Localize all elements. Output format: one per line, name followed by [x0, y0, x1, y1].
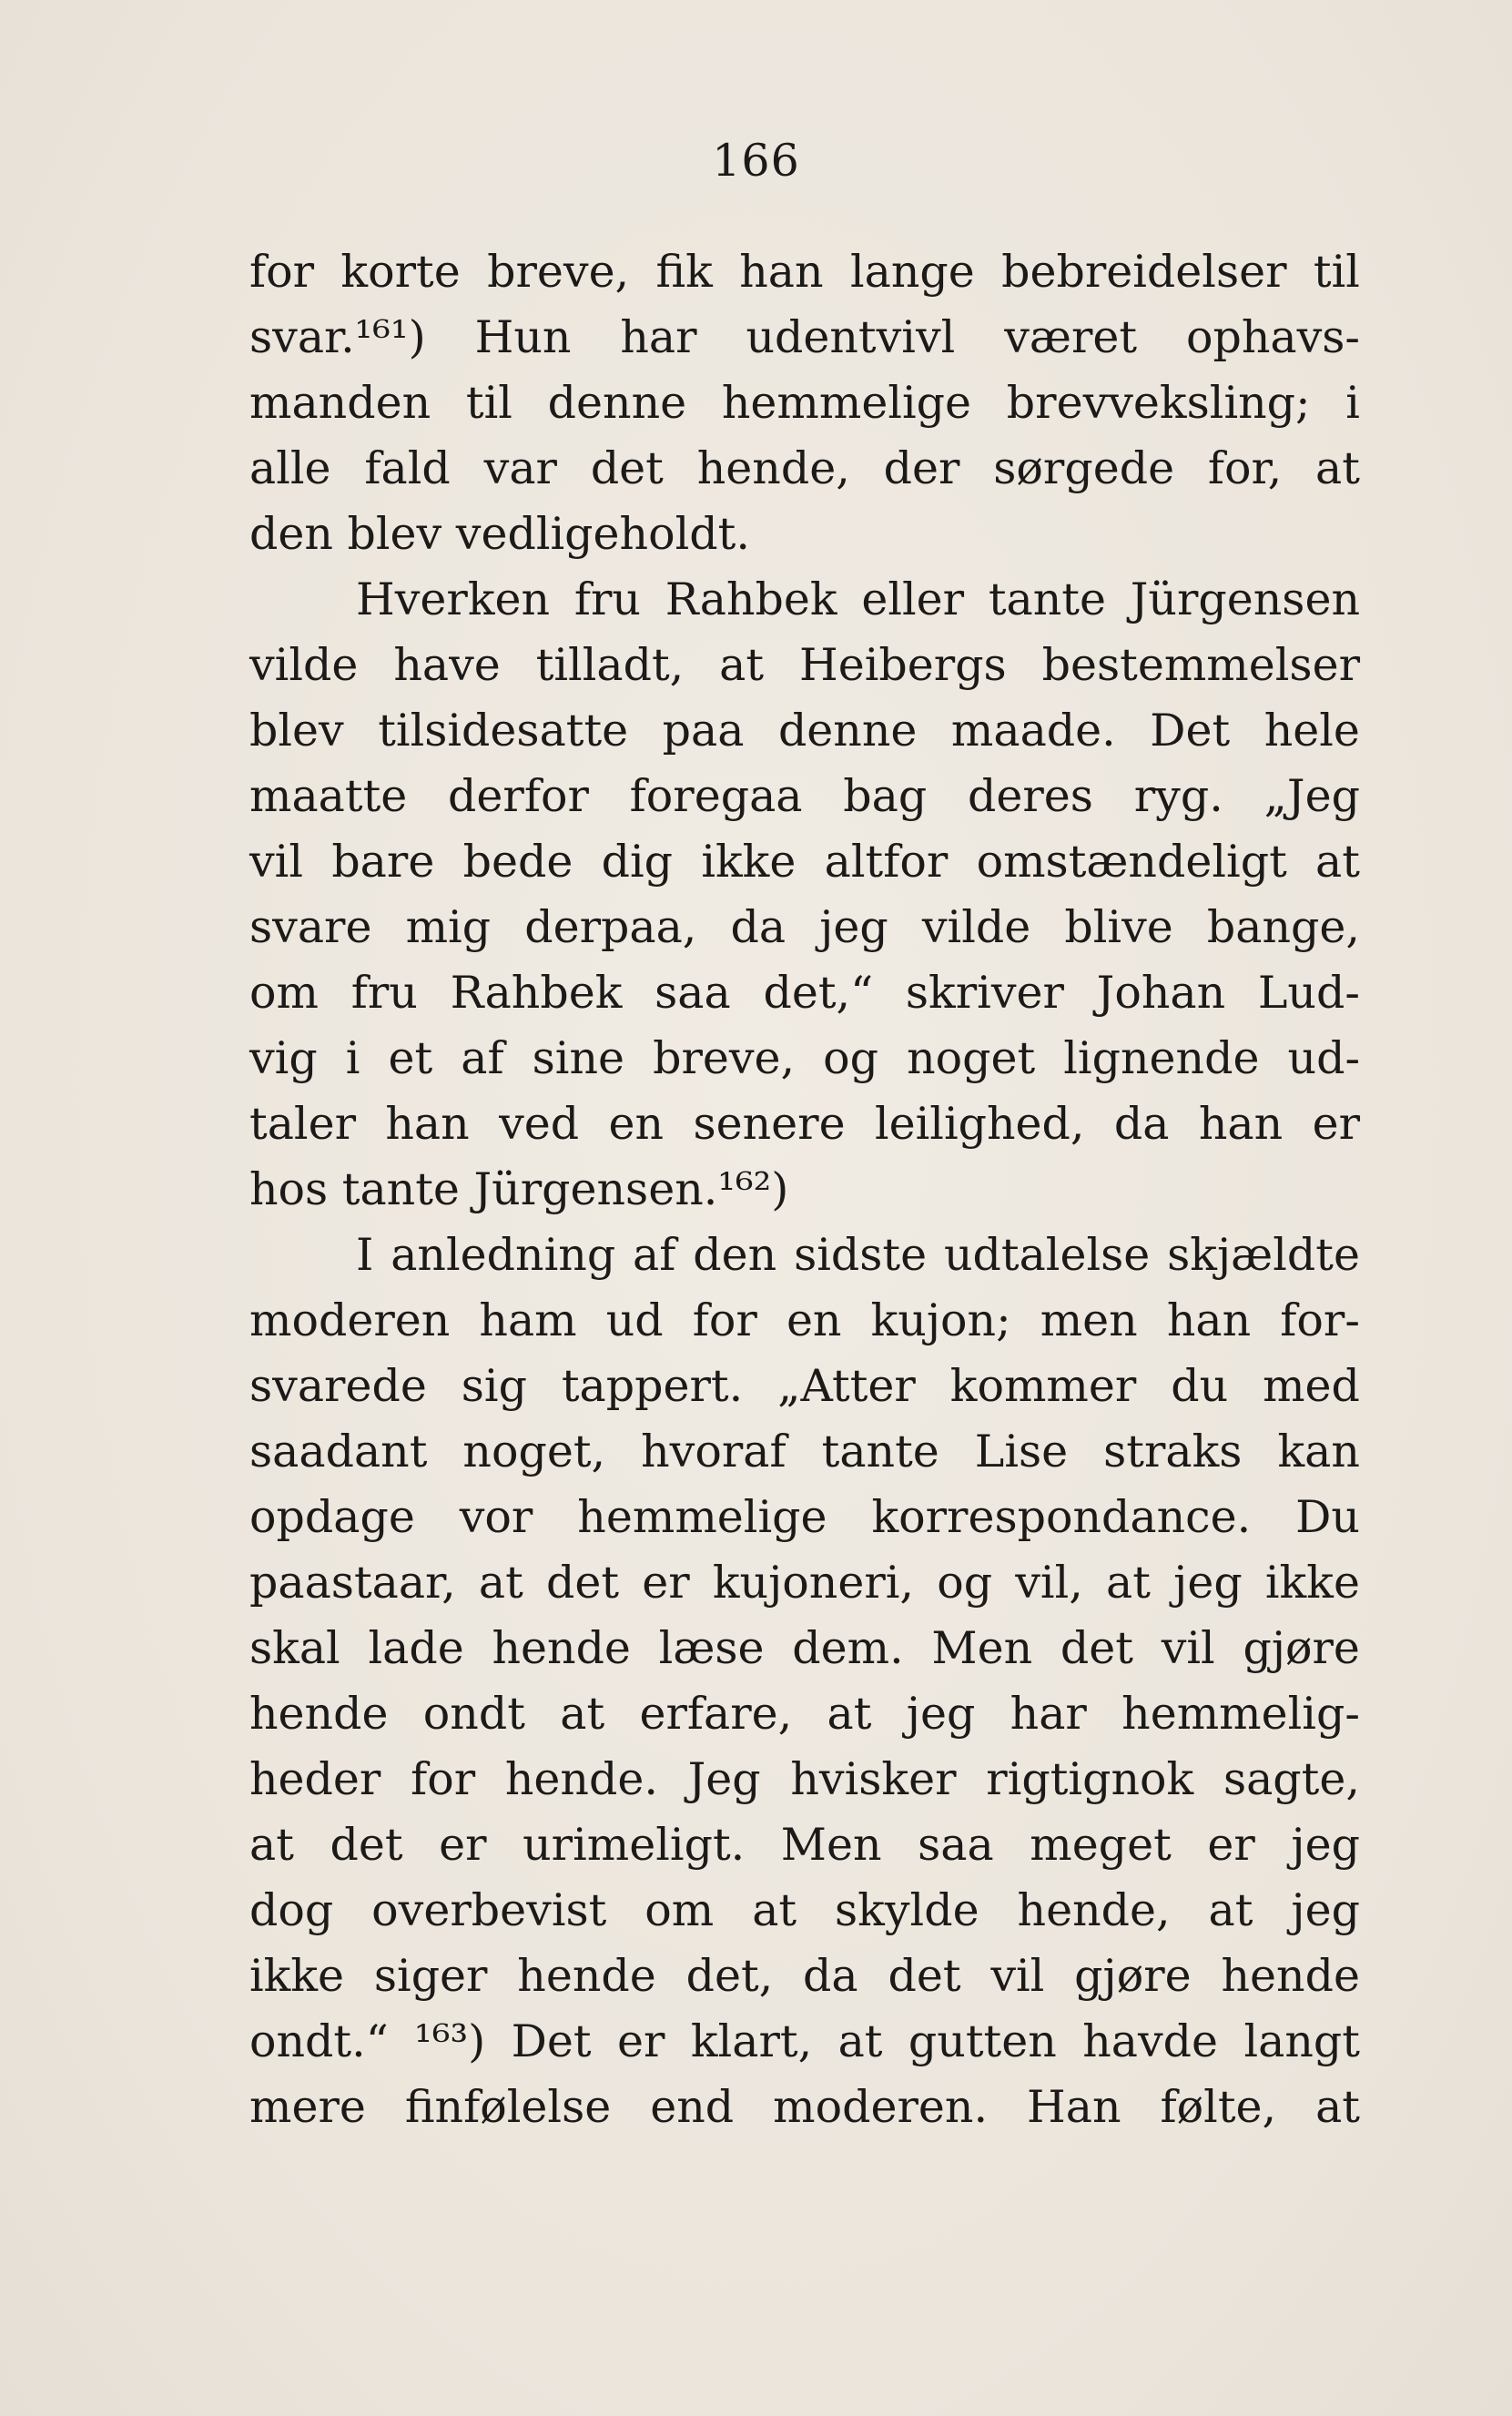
text-line: maatte derfor foregaa bag deres ryg. „Jeg	[249, 770, 1360, 822]
text-line: hende ondt at erfare, at jeg har hemmelig-	[249, 1688, 1360, 1740]
text-line: hos tante Jürgensen.¹⁶²)	[249, 1163, 789, 1215]
text-line: skal lade hende læse dem. Men det vil gjøre	[249, 1622, 1360, 1674]
text-line: saadant noget, hvoraf tante Lise straks kan	[249, 1426, 1360, 1477]
body-text	[249, 239, 1360, 2140]
text-line: I anledning af den sidste udtalelse skjældte	[356, 1229, 1360, 1281]
text-line: mere finfølelse end moderen. Han følte, at	[249, 2081, 1360, 2133]
text-line: manden til denne hemmelige brevveksling; i	[249, 377, 1360, 429]
text-line: dog overbevist om at skylde hende, at jeg	[249, 1884, 1360, 1936]
text-line: ikke siger hende det, da det vil gjøre hende	[249, 1950, 1360, 2002]
text-line: om fru Rahbek saa det,“ skriver Johan Lud-	[249, 967, 1360, 1019]
text-line: svar.¹⁶¹) Hun har udentvivl været ophavs-	[249, 311, 1360, 363]
text-line: den blev vedligeholdt.	[249, 508, 750, 560]
text-line: vil bare bede dig ikke altfor omstændeligt at	[249, 836, 1360, 888]
text-line: heder for hende. Jeg hvisker rigtignok sagte,	[249, 1753, 1360, 1805]
text-line: svarede sig tappert. „Atter kommer du med	[249, 1360, 1360, 1412]
text-line: paastaar, at det er kujoneri, og vil, at jeg ikke	[249, 1557, 1360, 1609]
text-line: alle fald var det hende, der sørgede for, at	[249, 442, 1360, 494]
text-line: vig i et af sine breve, og noget lignende ud-	[249, 1032, 1360, 1084]
text-line: ondt.“ ¹⁶³) Det er klart, at gutten havde langt	[249, 2015, 1360, 2067]
text-line: moderen ham ud for en kujon; men han for-	[249, 1294, 1360, 1346]
text-line: opdage vor hemmelige korrespondance. Du	[249, 1491, 1360, 1543]
text-line: blev tilsidesatte paa denne maade. Det hele	[249, 705, 1360, 756]
text-line: Hverken fru Rahbek eller tante Jürgensen	[356, 574, 1360, 625]
text-line: for korte breve, fik han lange bebreidelser til	[249, 246, 1360, 298]
text-line: svare mig derpaa, da jeg vilde blive bange,	[249, 901, 1360, 953]
text-line: at det er urimeligt. Men saa meget er jeg	[249, 1819, 1360, 1871]
text-line: taler han ved en senere leilighed, da han er	[249, 1098, 1360, 1150]
page-number: 166	[712, 135, 800, 187]
text-line: vilde have tilladt, at Heibergs bestemmelser	[249, 639, 1360, 691]
